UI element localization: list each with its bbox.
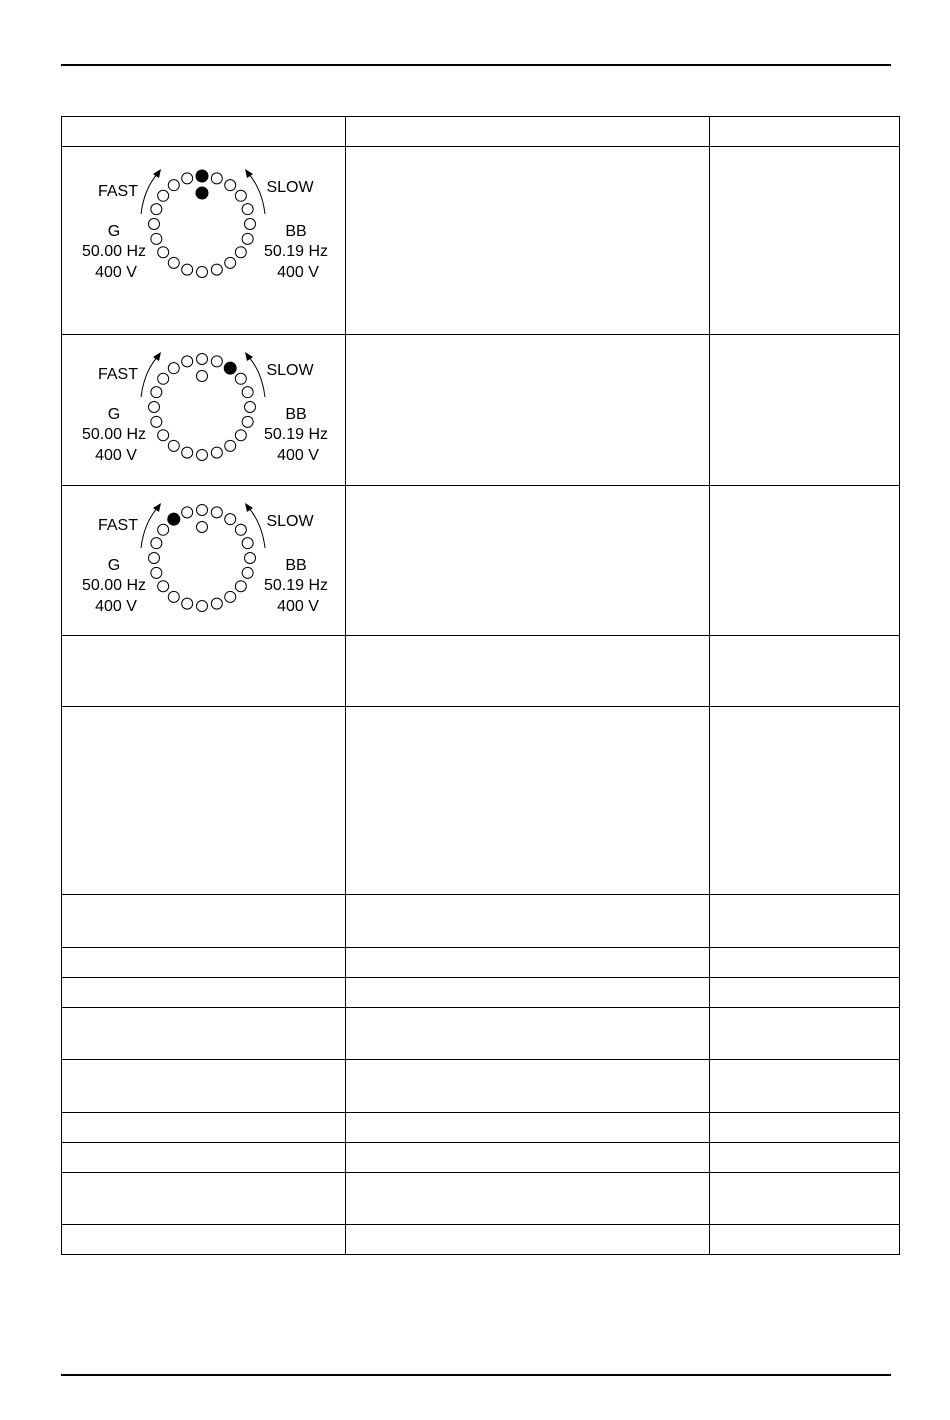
source-left-voltage: 400 V: [95, 597, 137, 615]
table-cell: [710, 1143, 900, 1173]
synchroscope-diagram: [62, 490, 346, 620]
led: [245, 402, 256, 413]
table-row: [62, 636, 900, 707]
table-cell: [62, 1008, 346, 1060]
led: [235, 430, 246, 441]
table-cell: [62, 147, 346, 335]
source-right-frequency: 50.19 Hz: [263, 576, 329, 594]
arrowhead-icon: [245, 169, 253, 178]
table-cell: [710, 117, 900, 147]
table-cell: [62, 335, 346, 486]
fast-label: FAST: [97, 516, 139, 534]
led: [211, 447, 222, 458]
source-right-name: BB: [285, 222, 307, 240]
source-right-frequency: 50.19 Hz: [263, 242, 329, 260]
source-left-name: G: [107, 406, 121, 423]
table-cell: [710, 978, 900, 1008]
led: [182, 506, 193, 517]
table-row: [62, 1008, 900, 1060]
led: [182, 264, 193, 275]
led-lit: [168, 513, 180, 525]
led: [211, 506, 222, 517]
table-cell: [710, 335, 900, 486]
led: [149, 552, 160, 563]
table-cell: [346, 1225, 710, 1255]
table-row: [62, 948, 900, 978]
table-cell: [710, 948, 900, 978]
table-row: [62, 1060, 900, 1113]
table-row: [62, 335, 900, 486]
center-led: [197, 371, 208, 382]
source-left-name: G: [107, 556, 121, 574]
arrowhead-icon: [245, 352, 253, 361]
led: [197, 504, 208, 515]
led: [149, 218, 160, 229]
table-row: [62, 147, 900, 335]
table-cell: [710, 707, 900, 895]
led: [168, 591, 179, 602]
source-right-frequency: 50.19 Hz: [263, 426, 329, 443]
led: [197, 354, 208, 365]
table-cell: [710, 1060, 900, 1113]
table-cell: [62, 486, 346, 636]
led: [235, 373, 246, 384]
table-row: [62, 978, 900, 1008]
led: [242, 203, 253, 214]
led: [151, 387, 162, 398]
led: [242, 233, 253, 244]
table-cell: [346, 1008, 710, 1060]
led: [211, 264, 222, 275]
led: [235, 190, 246, 201]
arrowhead-icon: [153, 169, 161, 178]
source-left-voltage: 400 V: [95, 263, 137, 281]
led: [151, 537, 162, 548]
arrowhead-icon: [153, 352, 161, 361]
arrowhead-icon: [245, 503, 253, 512]
arrowhead-icon: [153, 503, 161, 512]
source-right-name: BB: [285, 556, 307, 574]
table-cell: [346, 1143, 710, 1173]
synchroscope-diagram: [62, 156, 346, 286]
led: [197, 266, 208, 277]
table-cell: [62, 707, 346, 895]
center-led: [196, 187, 208, 199]
source-right-voltage: 400 V: [277, 447, 319, 464]
led: [158, 580, 169, 591]
led: [182, 598, 193, 609]
source-left-frequency: 50.00 Hz: [81, 576, 147, 594]
led: [197, 450, 208, 461]
slow-label: SLOW: [266, 512, 314, 530]
led: [235, 246, 246, 257]
led: [182, 172, 193, 183]
fast-label: FAST: [97, 182, 139, 200]
led: [158, 373, 169, 384]
source-right-name: BB: [285, 406, 307, 423]
led: [245, 218, 256, 229]
header-rule: [61, 64, 891, 66]
led: [242, 416, 253, 427]
led: [235, 524, 246, 535]
table-cell: [710, 1113, 900, 1143]
table-cell: [710, 895, 900, 948]
led-lit: [196, 170, 208, 182]
table-cell: [346, 895, 710, 948]
table-header-row: [62, 117, 900, 147]
table-cell: [346, 117, 710, 147]
table-cell: [346, 147, 710, 335]
table-row: [62, 1225, 900, 1255]
led: [158, 246, 169, 257]
led: [158, 524, 169, 535]
table-cell: [62, 1225, 346, 1255]
led: [151, 567, 162, 578]
table-cell: [346, 948, 710, 978]
table-row: [62, 486, 900, 636]
led: [225, 257, 236, 268]
led: [225, 513, 236, 524]
led: [225, 591, 236, 602]
table-cell: [346, 486, 710, 636]
led: [168, 363, 179, 374]
led: [168, 179, 179, 190]
table-cell: [710, 636, 900, 707]
source-right-voltage: 400 V: [277, 597, 319, 615]
led: [182, 447, 193, 458]
source-left-voltage: 400 V: [95, 447, 137, 464]
table-cell: [346, 636, 710, 707]
led: [211, 598, 222, 609]
table-cell: [62, 1173, 346, 1225]
table-cell: [346, 978, 710, 1008]
led: [211, 172, 222, 183]
led: [151, 416, 162, 427]
table-cell: [710, 147, 900, 335]
table-row: [62, 1143, 900, 1173]
fast-label: FAST: [97, 366, 139, 383]
table-row: [62, 707, 900, 895]
source-right-voltage: 400 V: [277, 263, 319, 281]
led-lit: [224, 362, 236, 374]
led: [151, 233, 162, 244]
table-cell: [346, 1060, 710, 1113]
center-led: [197, 521, 208, 532]
table-cell: [62, 636, 346, 707]
source-left-name: G: [107, 222, 121, 240]
led: [149, 402, 160, 413]
table-cell: [62, 948, 346, 978]
slow-label: SLOW: [266, 362, 314, 379]
footer-rule: [61, 1374, 891, 1376]
table-cell: [346, 1173, 710, 1225]
synchroscope-table: [61, 116, 900, 1255]
led: [168, 440, 179, 451]
led: [235, 580, 246, 591]
led: [158, 190, 169, 201]
led: [182, 356, 193, 367]
table-cell: [62, 117, 346, 147]
led: [242, 387, 253, 398]
led: [158, 430, 169, 441]
source-left-frequency: 50.00 Hz: [81, 426, 147, 443]
led: [151, 203, 162, 214]
source-left-frequency: 50.00 Hz: [81, 242, 147, 260]
synchroscope-diagram: [62, 339, 346, 469]
table-row: [62, 1173, 900, 1225]
table-cell: [346, 1113, 710, 1143]
table-cell: [346, 707, 710, 895]
led: [211, 356, 222, 367]
table-cell: [710, 1008, 900, 1060]
led: [245, 552, 256, 563]
table-cell: [710, 1173, 900, 1225]
led: [168, 257, 179, 268]
led: [225, 179, 236, 190]
table-cell: [62, 1143, 346, 1173]
led: [197, 600, 208, 611]
table-cell: [62, 978, 346, 1008]
led: [242, 537, 253, 548]
led: [225, 440, 236, 451]
table-cell: [62, 895, 346, 948]
table-cell: [710, 1225, 900, 1255]
table-row: [62, 1113, 900, 1143]
led: [242, 567, 253, 578]
slow-label: SLOW: [266, 178, 314, 196]
table-cell: [62, 1113, 346, 1143]
table-cell: [710, 486, 900, 636]
table-cell: [62, 1060, 346, 1113]
table-row: [62, 895, 900, 948]
table-cell: [346, 335, 710, 486]
